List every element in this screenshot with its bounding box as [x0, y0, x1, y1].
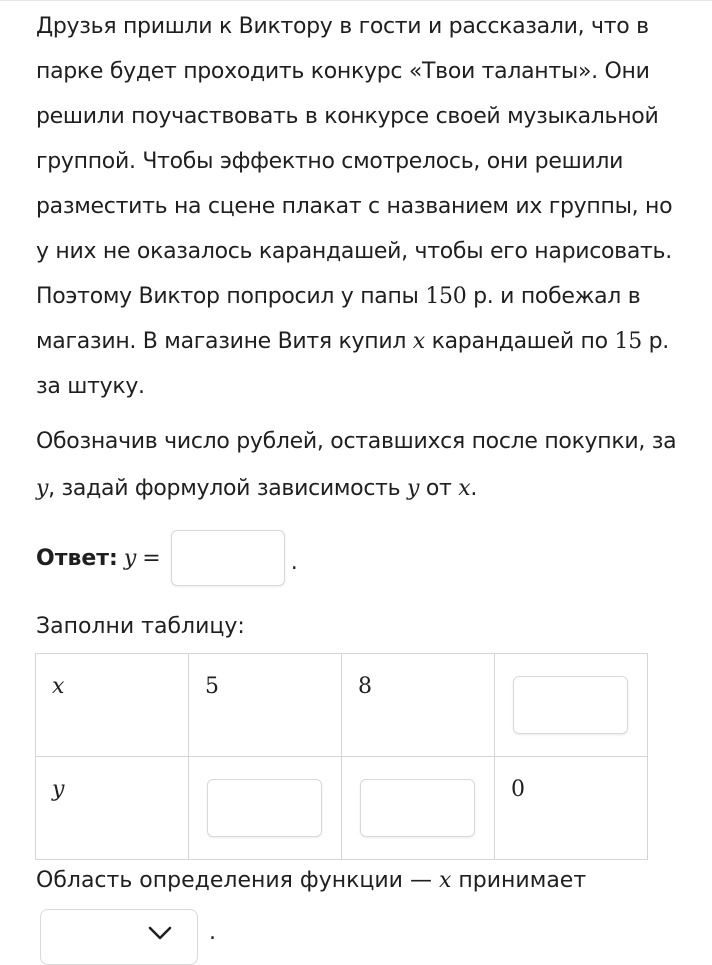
table-cell — [189, 654, 342, 757]
problem-statement — [36, 4, 686, 409]
domain-select[interactable] — [40, 909, 198, 965]
var-x: x — [458, 476, 471, 501]
amount-total: 150 — [425, 284, 467, 309]
domain-label — [36, 868, 586, 893]
answer-row — [36, 530, 298, 586]
values-table — [35, 653, 648, 860]
cell-value: 8 — [358, 674, 372, 699]
problem-text-4: р. за штуку. — [36, 329, 669, 399]
y-value-input-2[interactable] — [360, 779, 475, 837]
answer-period: . — [290, 549, 298, 575]
answer-var-y: y — [123, 545, 137, 571]
header-y: y — [52, 777, 65, 802]
x-value-input[interactable] — [513, 676, 628, 734]
question-text — [36, 418, 686, 512]
table-cell — [342, 757, 495, 860]
formula-input[interactable] — [171, 530, 285, 586]
table-cell — [495, 757, 648, 860]
header-x: x — [52, 674, 65, 699]
var-y: y — [36, 476, 49, 501]
domain-text-1: Область определения функции — — [36, 868, 432, 893]
table-cell — [189, 757, 342, 860]
var-x: x — [438, 868, 452, 893]
table-header-y — [36, 757, 189, 860]
var-x: x — [412, 329, 425, 354]
question-part-3: от — [425, 476, 452, 501]
problem-text-3: карандашей по — [431, 329, 608, 354]
pencil-price: 15 — [614, 329, 642, 354]
problem-text-2: р. и побежал в магазин. В магазине Витя купил — [36, 284, 641, 354]
table-cell — [342, 654, 495, 757]
question-period: . — [470, 476, 478, 501]
y-value-input-1[interactable] — [207, 779, 322, 837]
table-row-y — [36, 757, 648, 860]
top-divider — [0, 0, 712, 1]
table-label: Заполни таблицу: — [36, 614, 245, 639]
answer-label: Ответ: — [36, 545, 118, 571]
question-part-2: , задай формулой зависимость — [48, 476, 401, 501]
question-part-1: Обозначив число рублей, оставшихся после покупки, за — [36, 429, 677, 454]
var-y: y — [407, 476, 420, 501]
domain-period: . — [209, 920, 216, 945]
table-cell — [495, 654, 648, 757]
chevron-down-icon — [147, 920, 173, 946]
table-row-x — [36, 654, 648, 757]
equals-sign: = — [142, 545, 161, 571]
cell-value: 0 — [511, 777, 525, 802]
table-header-x — [36, 654, 189, 757]
problem-text-1: Друзья пришли к Виктору в гости и рассказали, что в парке будет проходить конкурс «Твои таланты». Они решили поучаствовать в конкурсе своей музыкальной группой. Чтобы эффектно смотрелось, они решили разместить на сцене плакат с названием их группы, но у них не оказалось карандашей, чтобы его нарисовать. Поэтому Виктор попросил у папы — [36, 14, 673, 309]
domain-text-2: принимает — [458, 868, 587, 893]
cell-value: 5 — [205, 674, 219, 699]
